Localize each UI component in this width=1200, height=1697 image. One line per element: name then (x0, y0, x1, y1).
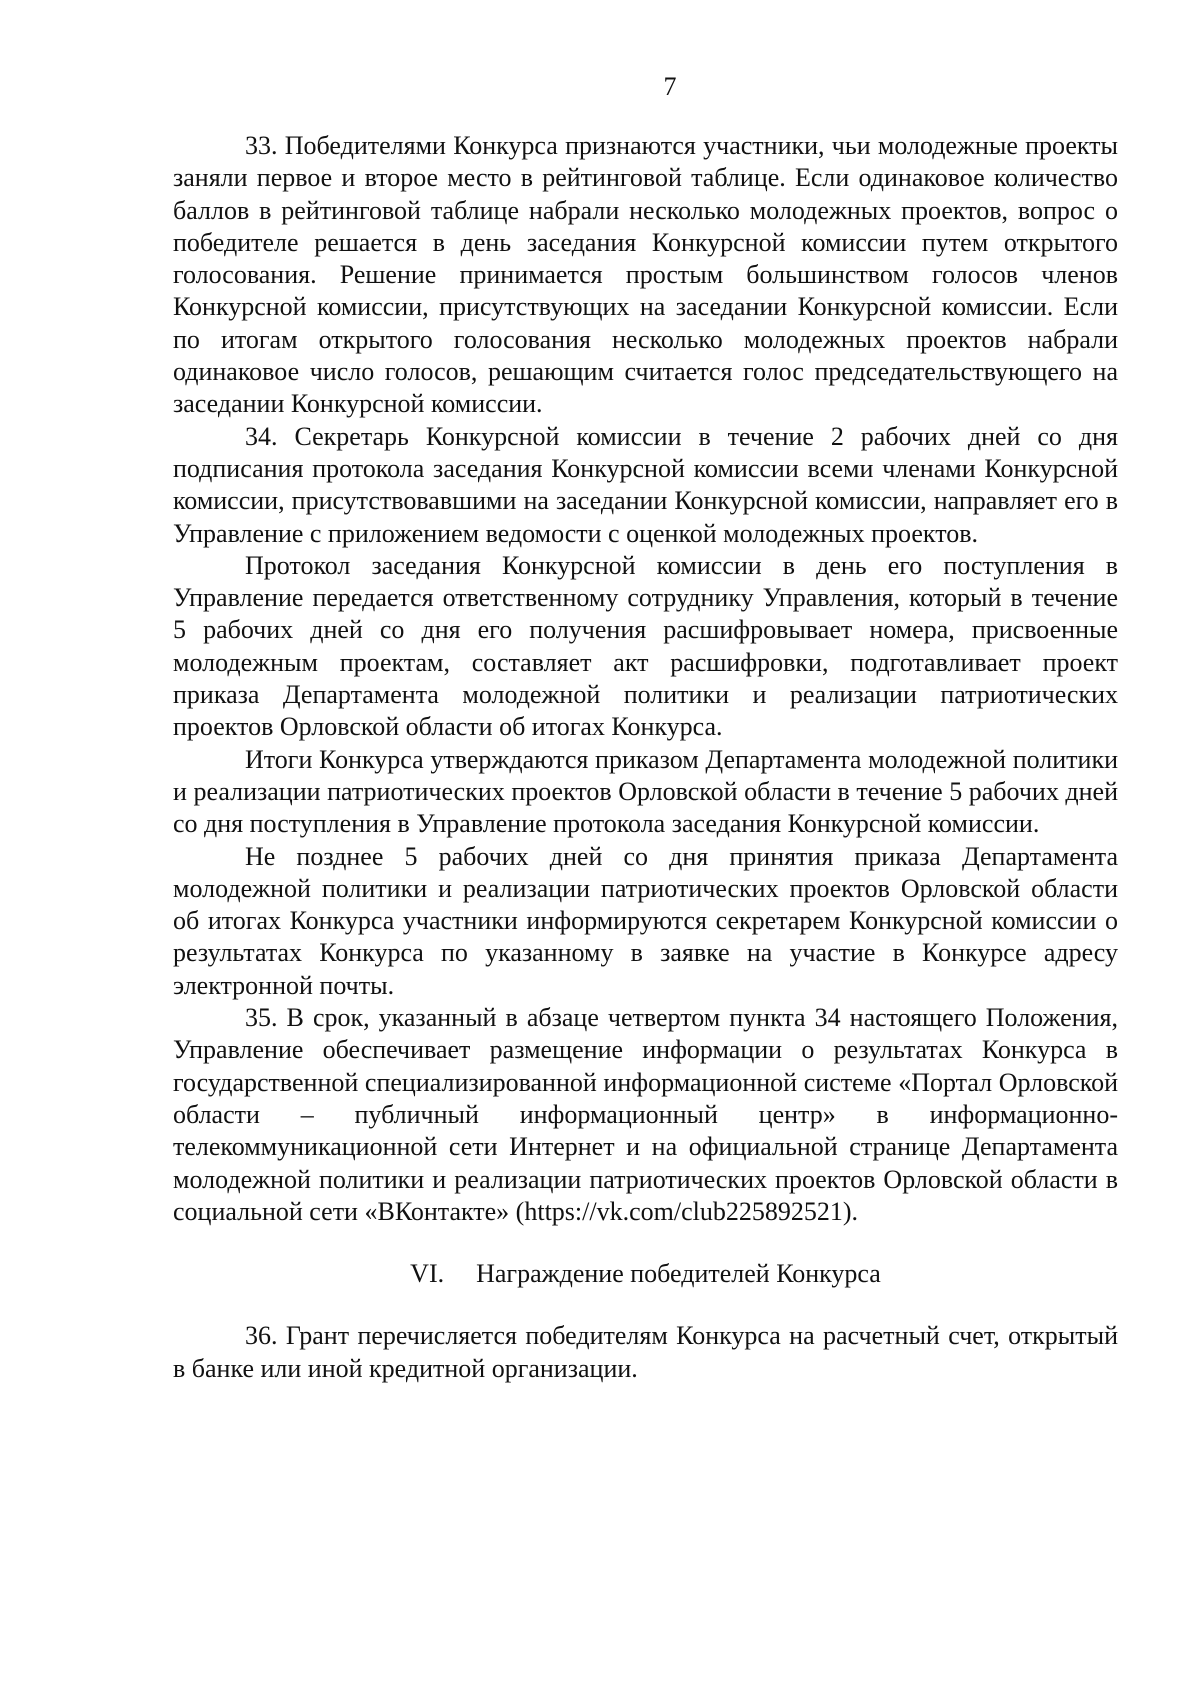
page-number: 7 (663, 72, 677, 101)
paragraph-34: 34. Секретарь Конкурсной комиссии в течение 2 рабочих дней со дня подписания протокола заседания Конкурсной комиссии всеми членами Конкурсной комиссии, присутствовавшими на заседании Конкурсной комиссии, направляет его в Управление с приложением ведомости с оценкой молодежных проектов. (173, 421, 1118, 548)
section-number: VI. (410, 1259, 445, 1289)
paragraph-notification: Не позднее 5 рабочих дней со дня принятия приказа Департамента молодежной политики и реализации патриотических проектов Орловской области об итогах Конкурса участники информируются секретарем Конкурсной комиссии о результатах Конкурса по указанному в заявке на участие в Конкурсе адресу электронной почты. (173, 841, 1118, 1000)
paragraph-36: 36. Грант перечисляется победителям Конкурса на расчетный счет, открытый в банке или иной кредитной организации. (173, 1321, 1118, 1383)
document-body (173, 130, 1118, 1385)
section-title: Награждение победителей Конкурса (476, 1259, 881, 1289)
paragraph-35: 35. В срок, указанный в абзаце четвертом пункта 34 настоящего Положения, Управление обеспечивает размещение информации о результатах Конкурса в государственной специализированной информационной системе «Портал Орловской области – публичный информационный центр» в информационно-телекоммуникационной сети Интернет и на официальной странице Департамента молодежной политики и реализации патриотических проектов Орловской области в социальной сети «ВКонтакте» (https://vk.com/club225892521). (173, 1003, 1118, 1226)
paragraph-results: Итоги Конкурса утверждаются приказом Департамента молодежной политики и реализации патриотических проектов Орловской области в течение 5 рабочих дней со дня поступления в Управление протокола заседания Конкурсной комиссии. (173, 744, 1118, 839)
section-heading (173, 1258, 1118, 1290)
paragraph-protocol: Протокол заседания Конкурсной комиссии в день его поступления в Управление передается ответственному сотруднику Управления, который в течение 5 рабочих дней со дня его получения расшифровывает номера, присвоенные молодежным проектам, составляет акт расшифровки, подготавливает проект приказа Департамента молодежной политики и реализации патриотических проектов Орловской области об итогах Конкурса. (173, 550, 1118, 742)
paragraph-33: 33. Победителями Конкурса признаются участники, чьи молодежные проекты заняли первое и второе место в рейтинговой таблице. Если одинаковое количество баллов в рейтинговой таблице набрали несколько молодежных проектов, вопрос о победителе решается в день заседания Конкурсной комиссии путем открытого голосования. Решение принимается простым большинством голосов членов Конкурсной комиссии, присутствующих на заседании Конкурсной комиссии. Если по итогам открытого голосования несколько молодежных проектов набрали одинаковое число голосов, решающим считается голос председательствующего на заседании Конкурсной комиссии. (173, 131, 1118, 419)
